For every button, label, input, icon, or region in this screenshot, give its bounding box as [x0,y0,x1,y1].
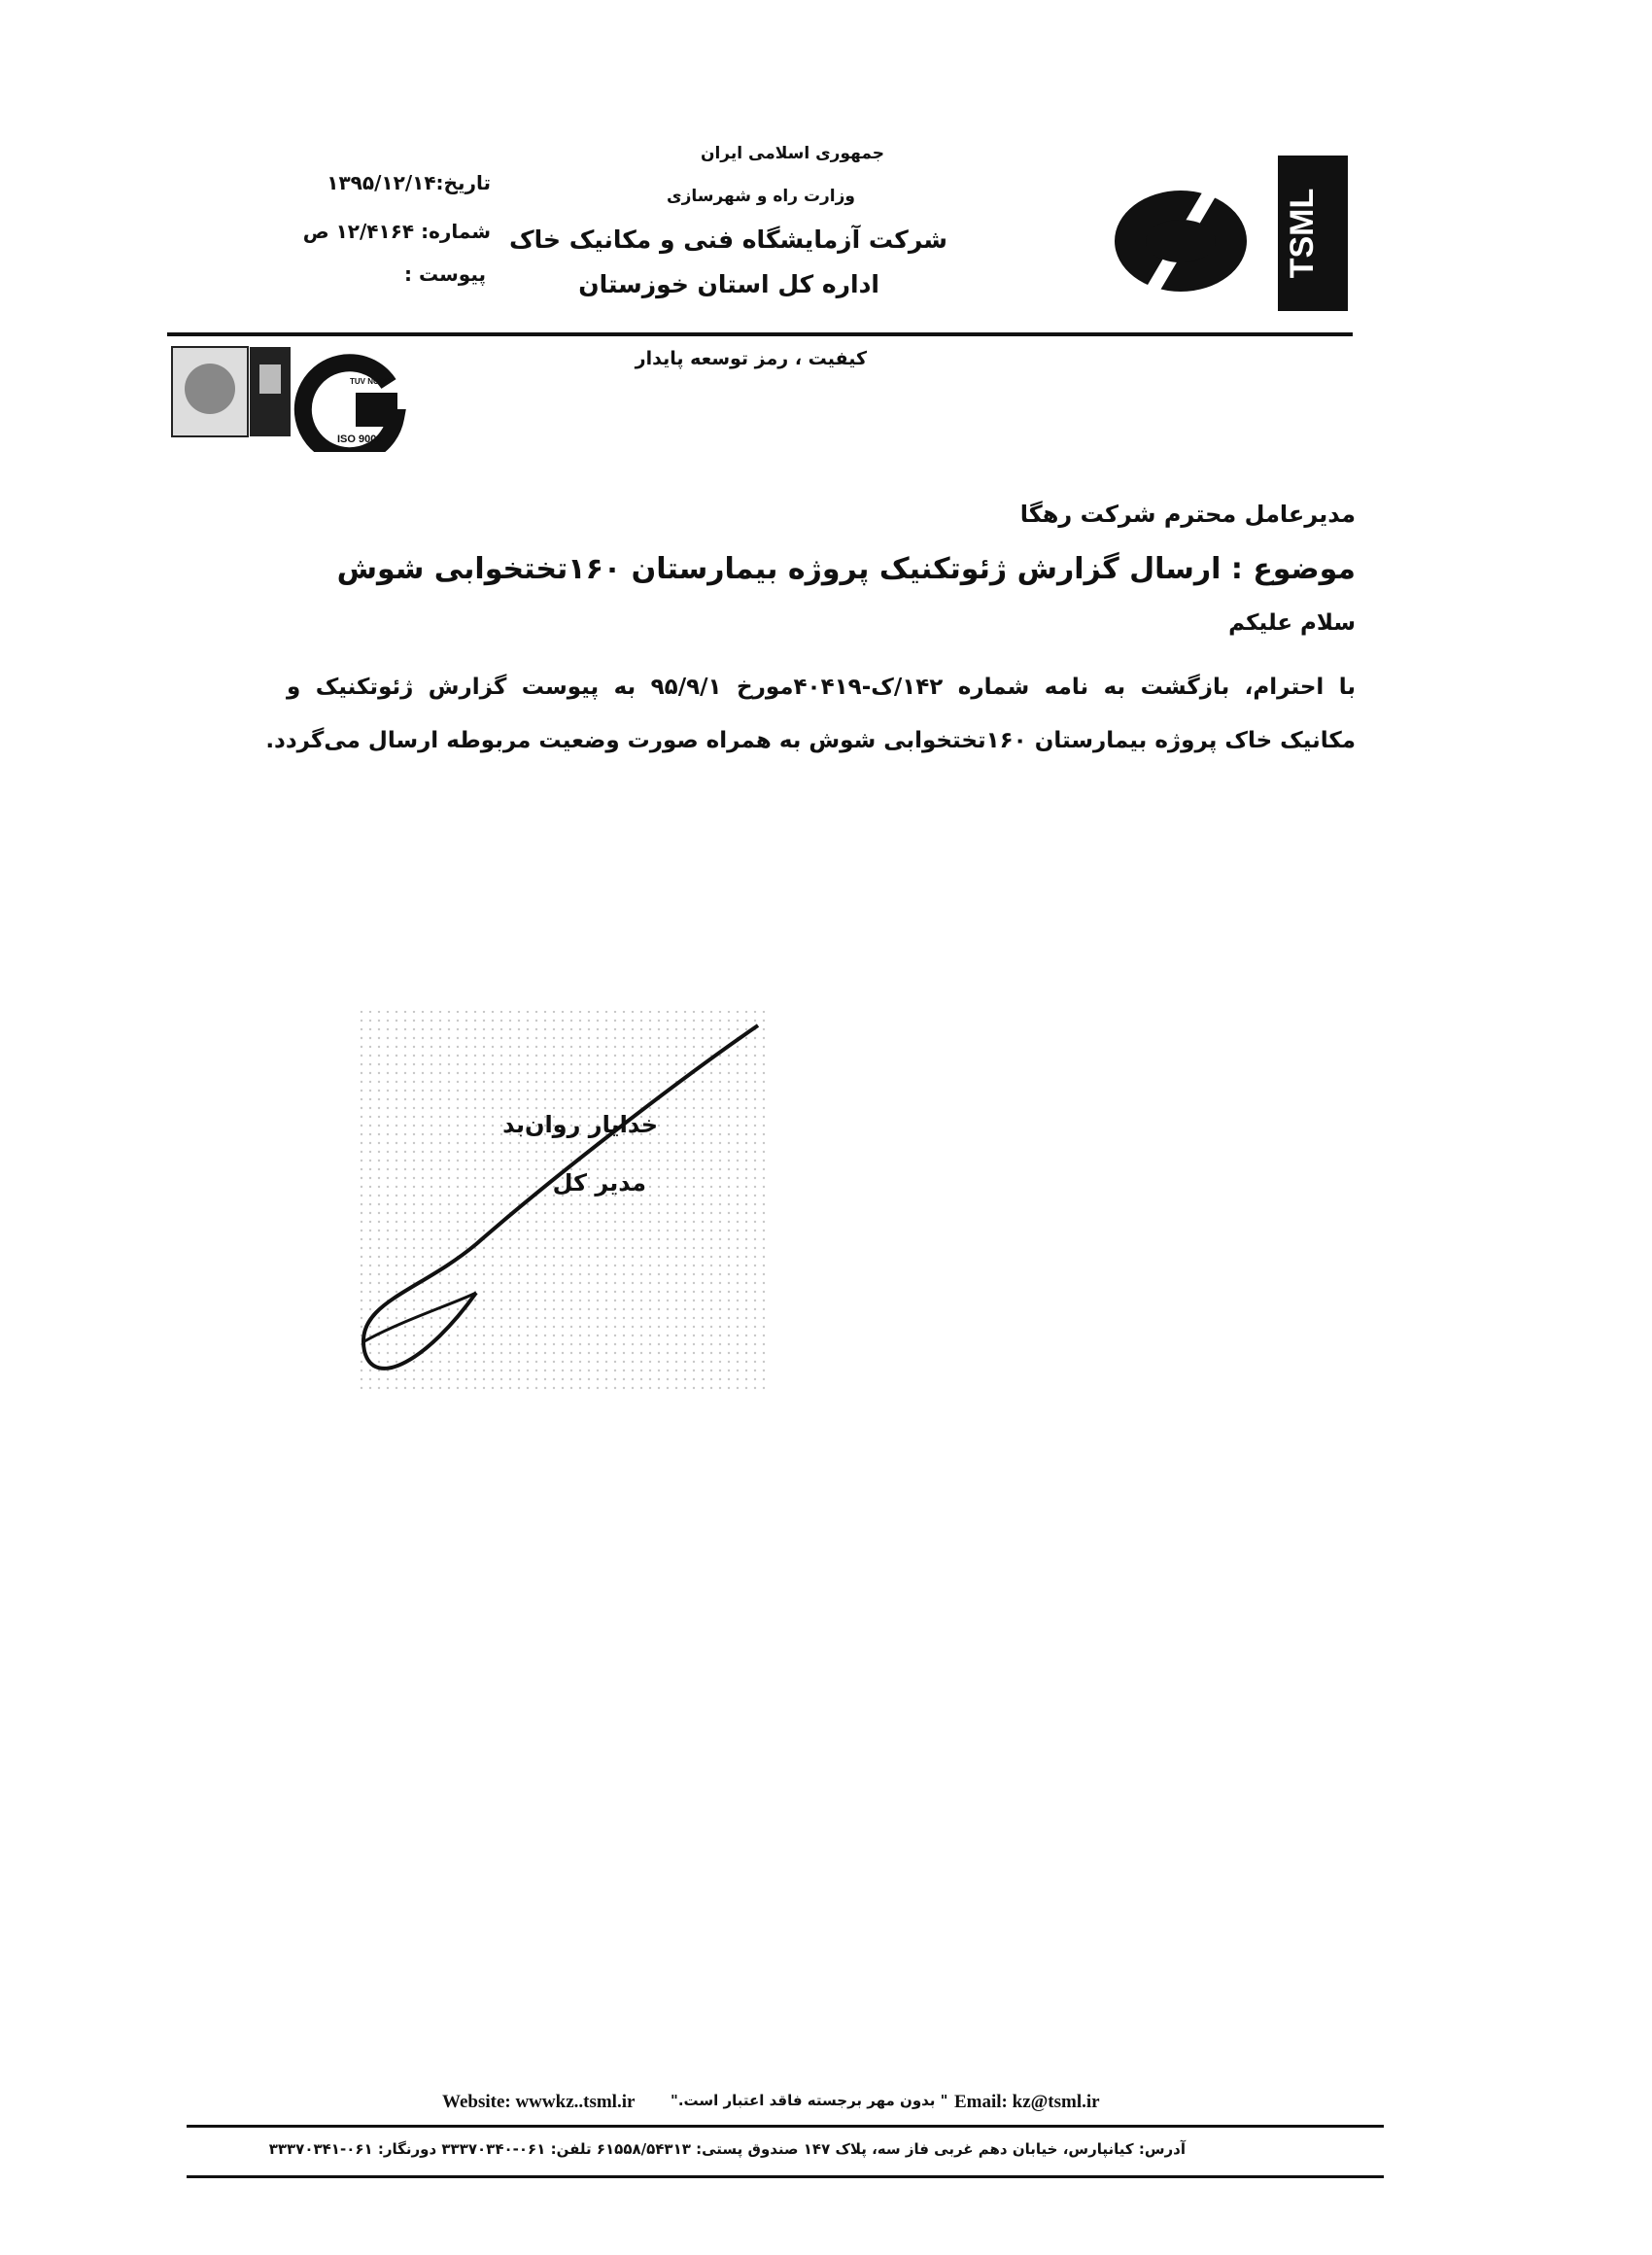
body-paragraph-line2: مکانیک خاک پروژه بیمارستان ۱۶۰تختخوابی شوش به همراه صورت وضعیت مربوطه ارسال می‌گردد. [265,728,1356,753]
tuv-logo-text: TUV NORD [350,377,391,386]
letter-date: تاریخ:۱۳۹۵/۱۲/۱۴ [327,171,491,194]
slogan: کیفیت ، رمز توسعه پایدار [635,348,867,369]
footer-divider-bottom [187,2175,1384,2178]
letter-number: شماره: ۱۲/۴۱۶۴ ص [302,220,491,243]
footer-email[interactable]: Email: kz@tsml.ir [954,2092,1100,2112]
company-name: شرکت آزمایشگاه فنی و مکانیک خاک [508,226,947,254]
greeting: سلام علیکم [1228,610,1356,636]
signatory-title: مدیر کل [552,1169,646,1197]
tsml-logo-text: TSML [1284,188,1321,279]
iso-logo-text: ISO 9001 [337,434,383,445]
header-divider [167,332,1353,336]
body-paragraph-line1: با احترام، بازگشت به نامه شماره ۱۴۲/ک-۴۰۴۱۹مورخ ۹۵/۹/۱ به پیوست گزارش ژئوتکنیک و [287,675,1357,700]
certification-logos [170,345,423,452]
letter-attachment: پیوست : [403,262,486,286]
footer-stamp-note: " بدون مهر برجسته فاقد اعتبار است." [671,2092,948,2109]
tsml-logo [1108,156,1351,311]
letter-subject: موضوع : ارسال گزارش ژئوتکنیک پروژه بیمارستان ۱۶۰تختخوابی شوش [336,552,1356,586]
office-name: اداره کل استان خوزستان [578,270,879,298]
footer-divider-top [187,2125,1384,2128]
addressee: مدیرعامل محترم شرکت رهگا [1019,501,1356,528]
footer-address: آدرس: کیانپارس، خیابان دهم غربی فاز سه، پلاک ۱۴۷ صندوق پستی: ۶۱۵۵۸/۵۴۳۱۳ تلفن: ۰۶۱-۳۳۳۷۰۳۴۰ دورنگار: ۰۶۱-۳۳۳۷۰۳۴۱ [268,2140,1186,2158]
footer-website[interactable]: Website: wwwkz..tsml.ir [442,2092,636,2112]
ministry-name: وزارت راه و شهرسازی [666,187,855,206]
country-name: جمهوری اسلامی ایران [700,144,884,163]
signatory-name: خدایار روان‌بد [502,1111,658,1138]
